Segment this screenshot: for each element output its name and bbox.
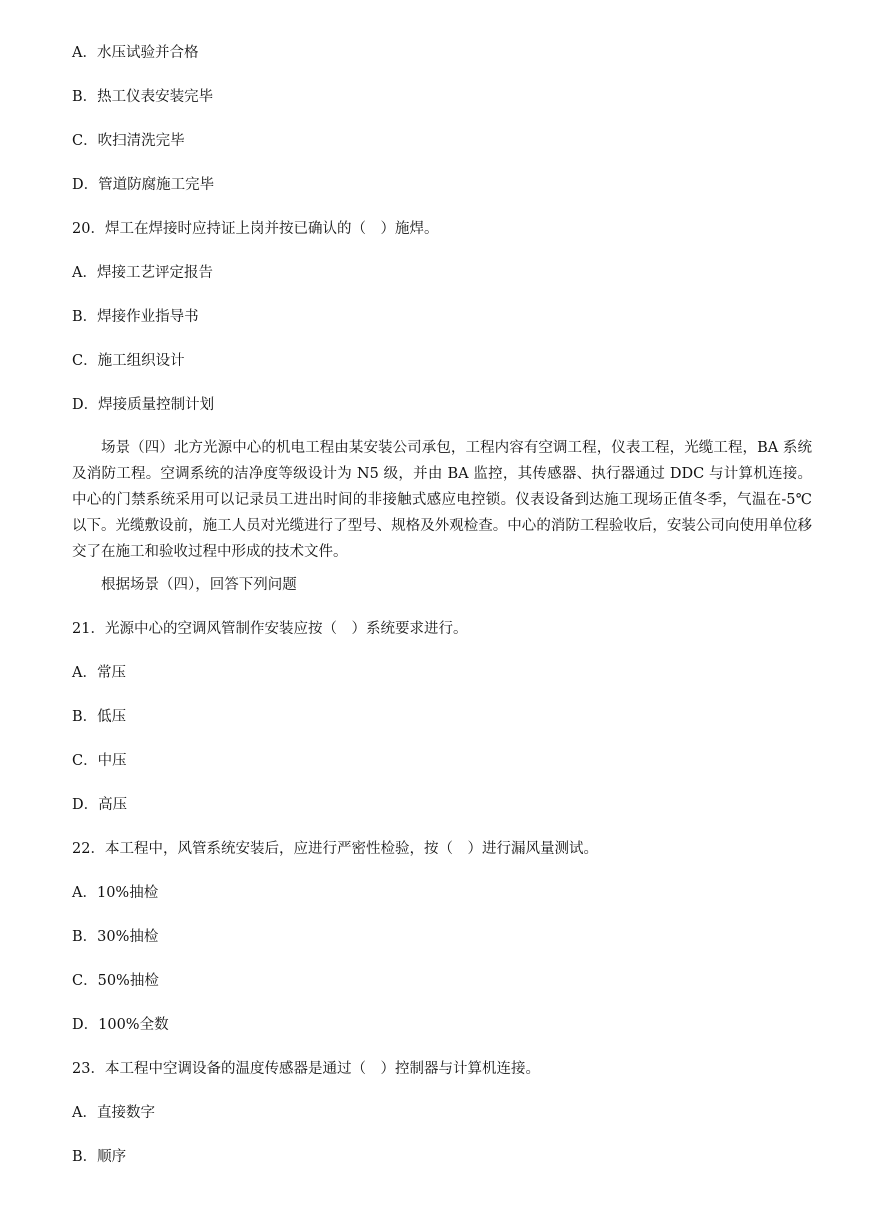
question-20: 20．焊工在焊接时应持证上岗并按已确认的（ ）施焊。 — [72, 221, 439, 237]
q22-option-b: B．30%抽检 — [72, 929, 159, 945]
q23-option-a: A．直接数字 — [72, 1105, 155, 1121]
question-22: 22．本工程中，风管系统安装后，应进行严密性检验，按（ ）进行漏风量测试。 — [72, 841, 598, 857]
q19-option-b: B．热工仪表安装完毕 — [72, 89, 214, 105]
question-21: 21．光源中心的空调风管制作安装应按（ ）系统要求进行。 — [72, 621, 468, 637]
q23-option-b: B．顺序 — [72, 1149, 127, 1165]
q21-option-a: A．常压 — [72, 665, 126, 681]
scenario-paragraph — [72, 435, 812, 565]
q21-option-d: D．高压 — [72, 797, 128, 813]
q21-option-b: B．低压 — [72, 709, 127, 725]
q19-option-d: D．管道防腐施工完毕 — [72, 177, 215, 193]
scenario-text: 场景（四）北方光源中心的机电工程由某安装公司承包，工程内容有空调工程，仪表工程，光缆工程，BA 系统及消防工程。空调系统的洁净度等级设计为 N5 级，并由 BA 监控，其传感器、执行器通过 DDC 与计算机连接。中心的门禁系统采用可以记录员工进出时间的非接触式感应电控锁。仪表设备到达施工现场正值冬季，气温在-5℃以下。光缆敷设前，施工人员对光缆进行了型号、规格及外观检查。中心的消防工程验收后，安装公司向使用单位移交了在施工和验收过程中形成的技术文件。 — [72, 440, 812, 560]
q19-option-c: C．吹扫清洗完毕 — [72, 133, 185, 149]
q19-option-a: A．水压试验并合格 — [72, 45, 199, 61]
scenario-prompt: 根据场景（四），回答下列问题 — [101, 577, 297, 593]
q21-option-c: C．中压 — [72, 753, 127, 769]
q22-option-a: A．10%抽检 — [72, 885, 159, 901]
q20-option-d: D．焊接质量控制计划 — [72, 397, 215, 413]
q22-option-d: D．100%全数 — [72, 1017, 169, 1033]
question-23: 23．本工程中空调设备的温度传感器是通过（ ）控制器与计算机连接。 — [72, 1061, 540, 1077]
q20-option-c: C．施工组织设计 — [72, 353, 185, 369]
q20-option-b: B．焊接作业指导书 — [72, 309, 199, 325]
q22-option-c: C．50%抽检 — [72, 973, 159, 989]
q20-option-a: A．焊接工艺评定报告 — [72, 265, 213, 281]
